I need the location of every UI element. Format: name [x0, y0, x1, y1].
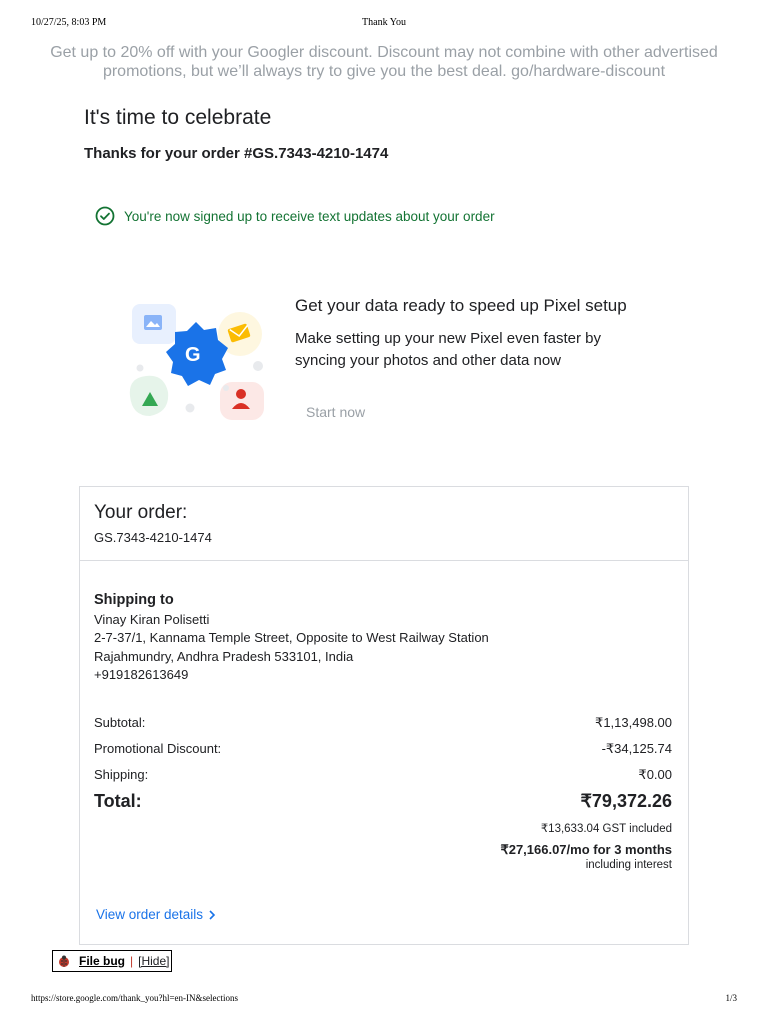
order-header — [80, 487, 688, 561]
total-value: ₹79,372.26 — [580, 791, 672, 811]
discount-value: -₹34,125.74 — [601, 741, 672, 756]
discount-label: Promotional Discount: — [94, 741, 222, 756]
view-order-details-link[interactable] — [96, 907, 217, 922]
file-bug-widget — [52, 950, 172, 972]
start-now-button[interactable]: Start now — [306, 404, 366, 420]
order-thanks-heading: Thanks for your order #GS.7343-4210-1474 — [84, 145, 389, 162]
promo-body: Make setting up your new Pixel even faster by syncing your photos and other data now — [295, 330, 601, 369]
shipping-address — [94, 591, 489, 685]
address-line-2: Rajahmundry, Andhra Pradesh 533101, India — [94, 648, 354, 664]
shipping-label: Shipping to — [94, 592, 174, 608]
shipping-cost-row — [94, 767, 672, 783]
page-headline: It's time to celebrate — [84, 106, 272, 129]
googler-discount-banner: Get up to 20% off with your Googler discount. Discount may not combine with other advertised promotions, but we’ll always try to give you the best deal. go/hardware-discount — [50, 44, 718, 80]
separator: | — [130, 954, 134, 968]
phone-number: +919182613649 — [94, 667, 189, 682]
recipient-name: Vinay Kiran Polisetti — [94, 611, 210, 627]
text-updates-confirmation — [95, 206, 495, 226]
check-circle-icon — [95, 206, 115, 226]
g-logo-letter: G — [185, 344, 201, 366]
subtotal-row — [94, 715, 672, 731]
signup-message: You're now signed up to receive text updates about your order — [124, 208, 495, 224]
gst-note: ₹13,633.04 GST included — [540, 823, 672, 835]
order-summary-card — [79, 486, 689, 945]
order-heading: Your order: — [94, 502, 188, 523]
subtotal-label: Subtotal: — [94, 715, 146, 730]
shipping-cost-label: Shipping: — [94, 767, 149, 782]
promo-title: Get your data ready to speed up Pixel setup — [295, 296, 627, 315]
discount-row — [94, 741, 672, 757]
view-order-details-label: View order details — [96, 907, 204, 922]
subtotal-value: ₹1,13,498.00 — [595, 715, 672, 730]
print-datetime: 10/27/25, 8:03 PM — [31, 17, 107, 28]
address-line-1: 2-7-37/1, Kannama Temple Street, Opposite to West Railway Station — [94, 630, 489, 645]
order-number: GS.7343-4210-1474 — [94, 530, 212, 545]
ladybug-icon — [57, 954, 71, 968]
pixel-setup-promo — [120, 296, 680, 436]
installment-amount: ₹27,166.07/mo for 3 months — [500, 842, 672, 857]
total-row — [94, 791, 672, 812]
installment-note: including interest — [585, 859, 672, 871]
print-tab-title: Thank You — [362, 17, 406, 28]
chevron-right-icon — [207, 910, 217, 920]
print-url: https://store.google.com/thank_you?hl=en-IN&selections — [31, 993, 239, 1003]
shipping-cost-value: ₹0.00 — [638, 767, 672, 782]
file-bug-link[interactable]: File bug — [79, 954, 125, 968]
print-page-number: 1/3 — [725, 993, 737, 1003]
total-label: Total: — [94, 791, 142, 811]
hide-link[interactable]: [Hide] — [138, 954, 170, 968]
